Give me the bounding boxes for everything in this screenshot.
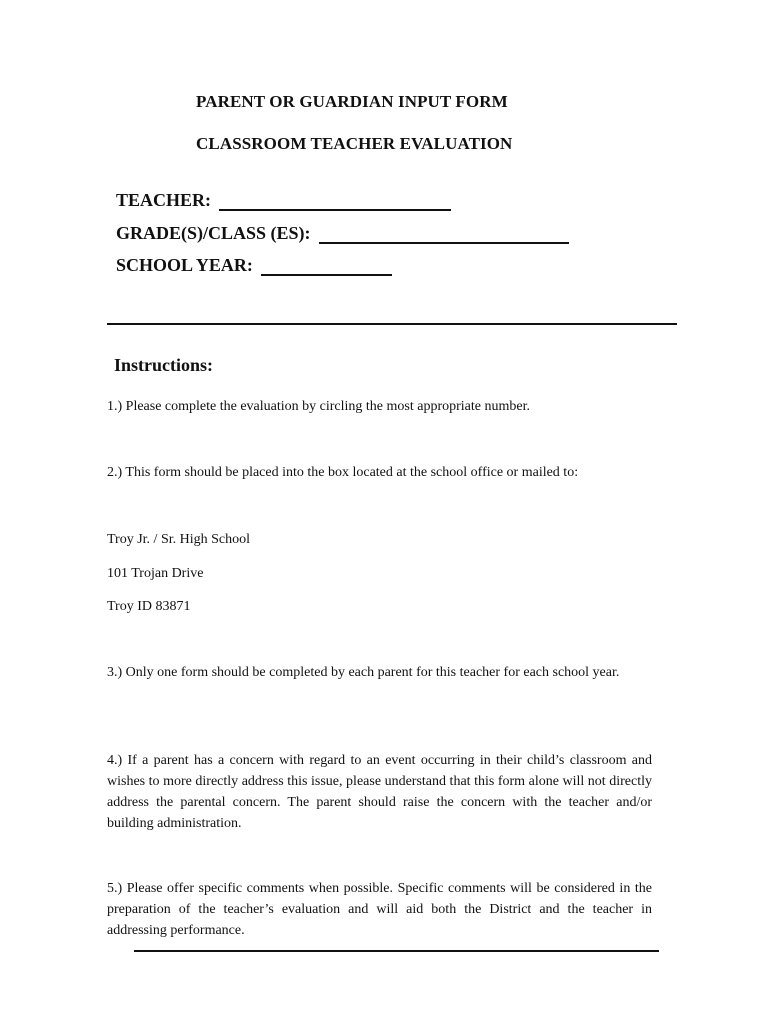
instruction-item-1: 1.) Please complete the evaluation by circling the most appropriate number. (107, 399, 530, 414)
instruction-item-2: 2.) This form should be placed into the box located at the school office or mailed to: (107, 465, 579, 480)
grade-class-label: GRADE(S)/CLASS (ES): (116, 223, 311, 243)
instruction-item-4: 4.) If a parent has a concern with regard to an event occurring in their child’s classroom and wishes to more directly address this issue, please understand that this form alone will not directly address the parental concern. The parent should raise the concern with the teacher and/or building administration. (107, 753, 652, 831)
teacher-label: TEACHER: (116, 190, 212, 210)
teacher-blank-line[interactable] (219, 191, 451, 211)
teacher-field (116, 190, 451, 211)
school-year-blank-line[interactable] (261, 256, 392, 276)
address-line-2: 101 Trojan Drive (107, 566, 204, 581)
instruction-item-5: 5.) Please offer specific comments when possible. Specific comments will be considered in the preparation of the teacher’s evaluation and will aid both the District and the teacher in addressing performance. (107, 881, 652, 938)
grade-class-field (116, 223, 569, 244)
address-line-1: Troy Jr. / Sr. High School (107, 532, 251, 547)
section-divider (107, 323, 677, 325)
school-year-field (116, 255, 392, 276)
form-title: PARENT OR GUARDIAN INPUT FORM (196, 92, 508, 111)
instruction-item-3: 3.) Only one form should be completed by each parent for this teacher for each school year. (107, 665, 620, 680)
school-year-label: SCHOOL YEAR: (116, 255, 253, 275)
instructions-heading: Instructions: (114, 355, 214, 375)
grade-class-blank-line[interactable] (319, 224, 569, 244)
form-subtitle: CLASSROOM TEACHER EVALUATION (196, 134, 513, 153)
bottom-divider (134, 950, 659, 952)
address-line-3: Troy ID 83871 (107, 599, 191, 614)
